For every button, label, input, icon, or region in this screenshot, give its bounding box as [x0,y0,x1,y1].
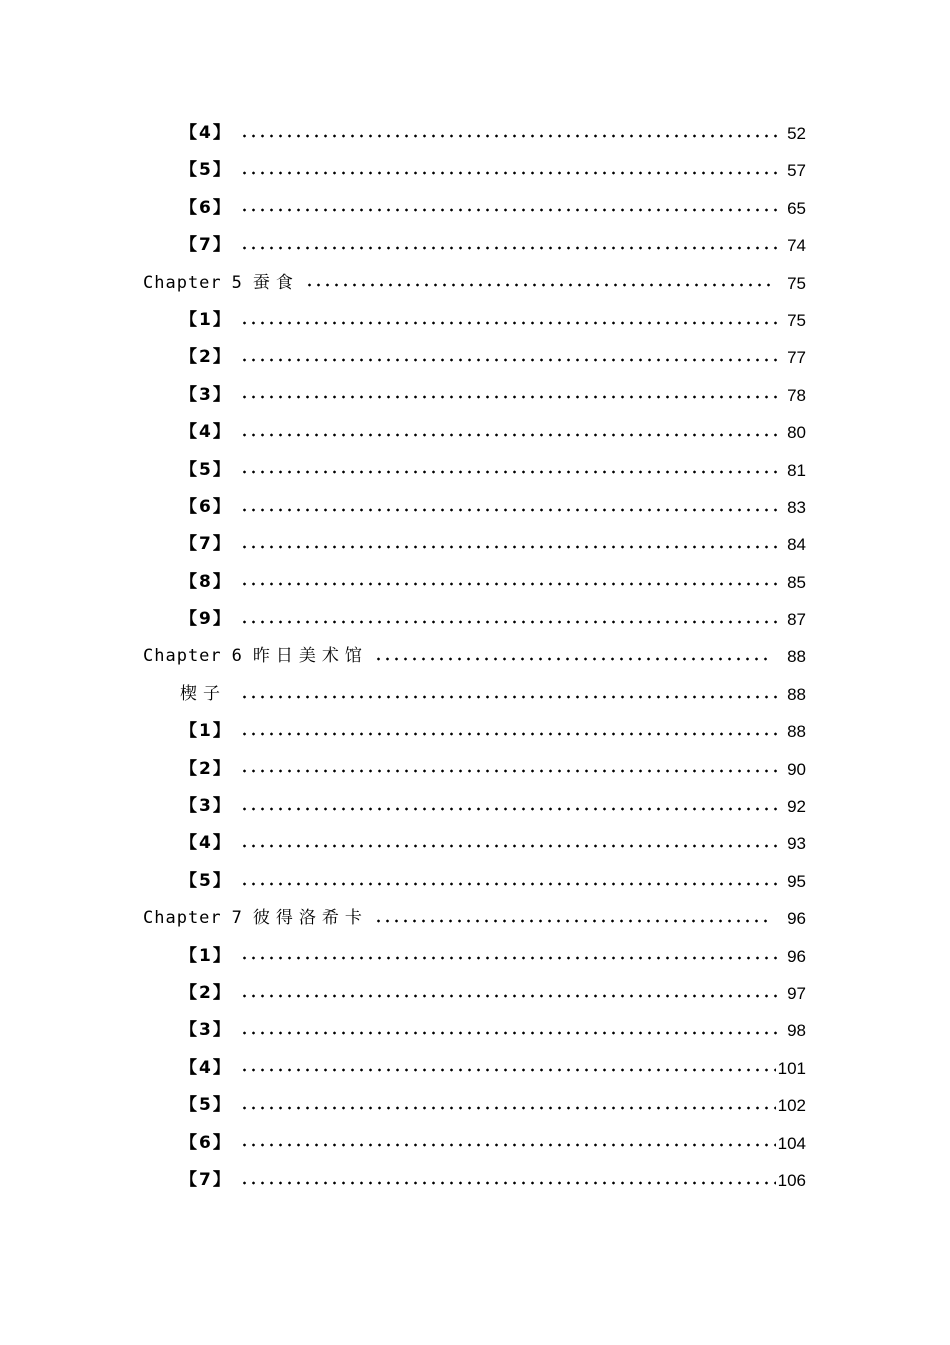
toc-section-entry[interactable] [0,1125,950,1162]
page-number: 88 [787,647,806,667]
dot-leader [240,208,782,212]
dot-leader [240,134,782,138]
dot-leader [240,321,782,325]
section-label: 【3】 [180,1012,236,1049]
page-number: 84 [787,535,806,555]
section-label: 楔子 [180,676,230,713]
page-number: 92 [787,797,806,817]
section-label: 【8】 [180,564,236,601]
page-number: 87 [787,610,806,630]
table-of-contents [0,115,950,1199]
section-label: 【4】 [180,825,236,862]
dot-leader [240,1068,776,1072]
section-label: 【3】 [180,788,236,825]
toc-section-entry[interactable] [0,975,950,1012]
toc-section-entry[interactable] [0,676,950,713]
toc-section-entry[interactable] [0,339,950,376]
section-label: 【1】 [180,938,236,975]
toc-section-entry[interactable] [0,302,950,339]
toc-section-entry[interactable] [0,227,950,264]
page-number: 101 [777,1058,806,1078]
section-label: 【6】 [180,190,236,227]
toc-section-entry[interactable] [0,414,950,451]
page-number: 65 [787,198,806,218]
page-number: 57 [787,161,806,181]
chapter-prefix: Chapter [143,908,222,929]
page-number: 96 [787,946,806,966]
section-label: 【1】 [180,713,236,750]
dot-leader [240,171,782,175]
section-label: 【2】 [180,339,236,376]
toc-chapter-entry[interactable] [0,638,950,675]
page-number: 52 [787,124,806,143]
page-number: 77 [787,348,806,368]
toc-section-entry[interactable] [0,1050,950,1087]
dot-leader [240,582,782,586]
chapter-prefix: Chapter [143,272,222,293]
section-label: 【7】 [180,227,236,264]
section-label: 【4】 [180,115,236,152]
toc-section-entry[interactable] [0,152,950,189]
chapter-name: 彼得洛希卡 [252,908,368,929]
section-label: 【5】 [180,452,236,489]
toc-section-entry[interactable] [0,377,950,414]
page-number: 81 [787,460,806,480]
toc-chapter-entry[interactable] [0,265,950,302]
chapter-number: 5 [231,272,243,293]
page-number: 78 [787,385,806,405]
toc-section-entry[interactable] [0,1012,950,1049]
page-number: 88 [787,722,806,742]
toc-section-entry[interactable] [0,452,950,489]
section-label: 【5】 [180,152,236,189]
page-number: 85 [787,572,806,592]
dot-leader [240,620,782,624]
toc-section-entry[interactable] [0,713,950,750]
dot-leader [374,657,772,661]
section-label: 【4】 [180,1050,236,1087]
toc-section-entry[interactable] [0,601,950,638]
chapter-title [143,900,372,937]
page-number: 75 [787,310,806,330]
dot-leader [240,882,782,886]
toc-section-entry[interactable] [0,825,950,862]
page-number: 80 [787,423,806,443]
dot-leader [240,1181,776,1185]
dot-leader [240,1143,776,1147]
page-number: 90 [787,759,806,779]
toc-section-entry[interactable] [0,751,950,788]
dot-leader [305,283,772,287]
section-label: 【4】 [180,414,236,451]
page-number: 104 [777,1133,806,1153]
chapter-number: 6 [231,646,243,667]
dot-leader [240,246,782,250]
section-label: 【5】 [180,863,236,900]
page-number: 102 [777,1096,806,1116]
section-label: 【3】 [180,377,236,414]
toc-section-entry[interactable] [0,788,950,825]
toc-section-entry[interactable] [0,863,950,900]
page-number: 74 [787,236,806,256]
chapter-prefix: Chapter [143,646,222,667]
section-label: 【6】 [180,489,236,526]
dot-leader [374,919,772,923]
toc-section-entry[interactable] [0,1162,950,1199]
section-label: 【7】 [180,526,236,563]
page-number: 98 [787,1021,806,1041]
section-label: 【2】 [180,751,236,788]
toc-section-entry[interactable] [0,1087,950,1124]
section-label: 【6】 [180,1125,236,1162]
dot-leader [240,769,782,773]
toc-section-entry[interactable] [0,489,950,526]
toc-section-entry[interactable] [0,526,950,563]
chapter-number: 7 [231,908,243,929]
dot-leader [240,508,782,512]
page-number: 83 [787,497,806,517]
dot-leader [240,545,782,549]
page-number: 97 [787,983,806,1003]
page-number: 93 [787,834,806,854]
chapter-title [143,638,372,675]
toc-section-entry[interactable] [0,564,950,601]
section-label: 【2】 [180,975,236,1012]
toc-section-entry[interactable] [0,115,950,152]
chapter-title [143,265,303,302]
dot-leader [240,358,782,362]
page-number: 95 [787,871,806,891]
page-number: 106 [777,1170,806,1190]
section-label: 【7】 [180,1162,236,1199]
page-number: 75 [787,273,806,293]
chapter-name: 昨日美术馆 [252,646,368,667]
dot-leader [240,433,782,437]
section-label: 【9】 [180,601,236,638]
dot-leader [240,1031,782,1035]
dot-leader [240,470,782,474]
dot-leader [240,695,782,699]
section-label: 【1】 [180,302,236,339]
page-number: 88 [787,684,806,704]
page-number: 96 [787,909,806,929]
section-label: 【5】 [180,1087,236,1124]
dot-leader [240,994,782,998]
toc-section-entry[interactable] [0,190,950,227]
chapter-name: 蚕食 [252,272,299,293]
dot-leader [240,395,782,399]
dot-leader [240,1106,776,1110]
toc-section-entry[interactable] [0,938,950,975]
dot-leader [240,732,782,736]
dot-leader [240,844,782,848]
dot-leader [240,807,782,811]
toc-chapter-entry[interactable] [0,900,950,937]
dot-leader [240,956,782,960]
